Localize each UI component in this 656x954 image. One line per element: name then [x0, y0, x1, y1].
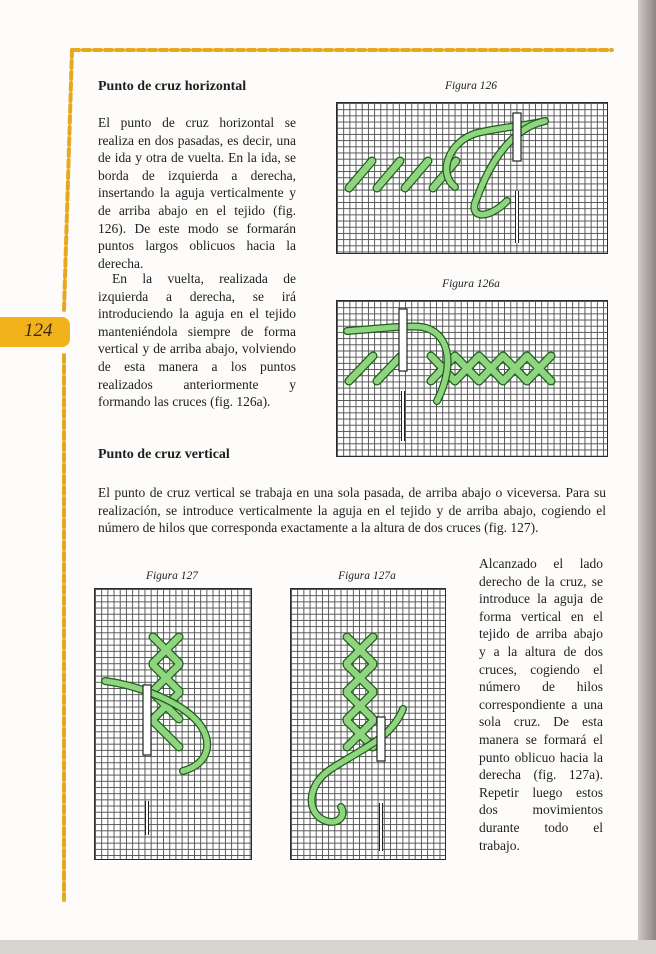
figure-126-grid [336, 102, 608, 254]
figure-126a-grid [336, 300, 608, 457]
figure-126-stitches [337, 103, 607, 253]
figure-127a-stitches [291, 589, 445, 859]
figure-127-grid [94, 588, 252, 860]
section-title-horizontal: Punto de cruz horizontal [98, 79, 247, 94]
figure-127a-grid [290, 588, 446, 860]
page-edge-shadow [638, 0, 656, 954]
page-number: 124 [24, 320, 53, 341]
paragraph-horizontal-1: El punto de cruz horizontal se realiza en dos pasadas, es decir, una de ida y otra de vuelta. En la ida, se borda de izquierda a derecha, insertando la aguja verticalmente y de arriba abajo en el tejido (fig. 126). De este modo se formarán puntos largos oblicuos hacia la derecha. [98, 115, 296, 271]
page-number-tab [0, 317, 70, 347]
figure-126a-stitches [337, 301, 607, 456]
figure-127a-caption: Figura 127a [338, 570, 396, 582]
paragraph-horizontal-2: En la vuelta, realizada de izquierda a derecha, se irá introduciendo la aguja en el tejido manteniéndola siempre de forma vertical y de arriba abajo, volviendo de esta manera a los puntos realizados anteriormente y formando las cruces (fig. 126a). [98, 271, 296, 410]
figure-127-stitches [95, 589, 251, 859]
figure-126a-caption: Figura 126a [442, 278, 500, 290]
figure-126-caption: Figura 126 [444, 80, 498, 92]
paragraph-vertical-2: Alcanzado el lado derecho de la cruz, se introduce la aguja de forma vertical en el tejido de arriba abajo y a la altura de dos cruces, cogiendo el número de hilos correspondiente a una sola cruz. De esta manera se formará el punto oblicuo hacia la derecha (fig. 127a). Repetir luego estos dos movimientos durante todo el trabajo. [479, 556, 603, 853]
section-title-vertical: Punto de cruz vertical [98, 447, 230, 462]
figure-127-caption: Figura 127 [145, 570, 199, 582]
page-bottom-shadow [0, 940, 656, 954]
paragraph-vertical-1: El punto de cruz vertical se trabaja en una sola pasada, de arriba abajo o viceversa. Para su realización, se introduce verticalmente la aguja en el tejido y de arriba abajo, cogiendo el número de hilos que corresponda exactamente a la altura de dos cruces (fig. 127). [98, 485, 606, 536]
